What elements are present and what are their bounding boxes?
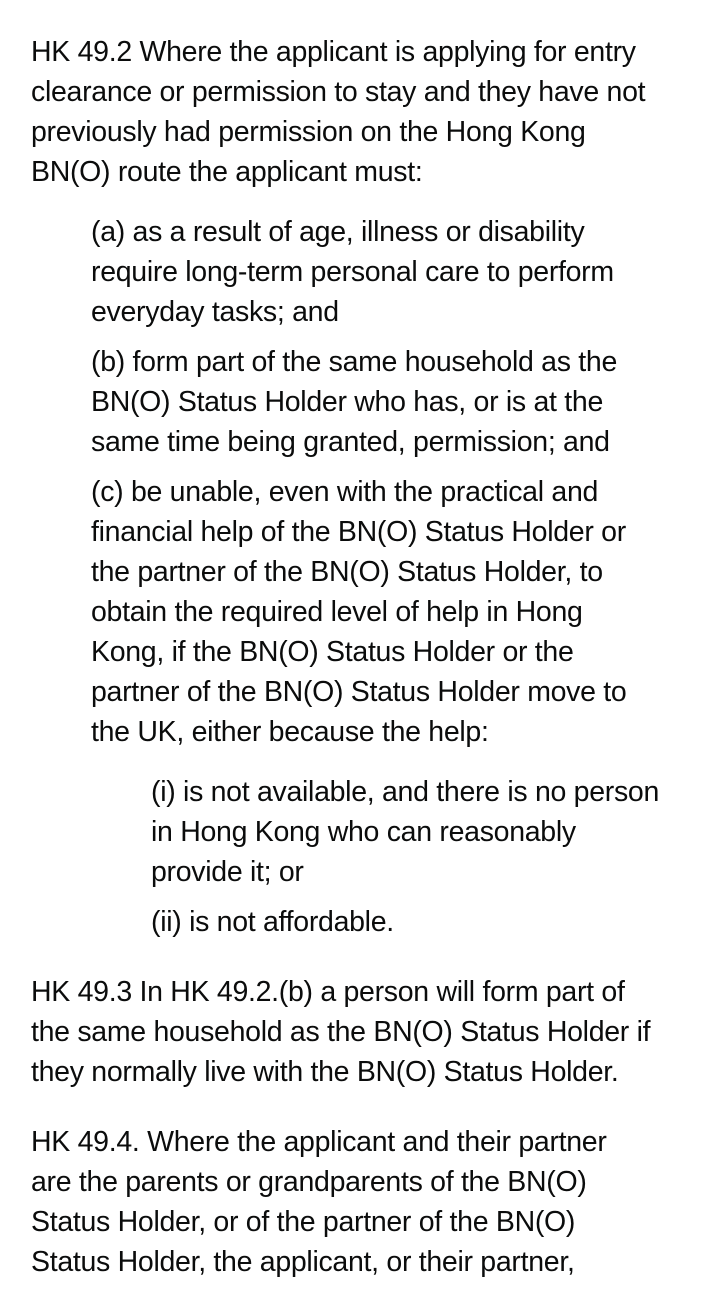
text-line: same time being granted, permission; and xyxy=(91,426,610,458)
text-line: (b) form part of the same household as the xyxy=(91,346,618,378)
text-line: Status Holder, the applicant, or their partner, xyxy=(31,1246,575,1278)
text-line: (ii) is not affordable. xyxy=(151,906,394,938)
document-body xyxy=(0,32,723,1282)
text-line: (i) is not available, and there is no person xyxy=(151,776,660,808)
text-line: partner of the BN(O) Status Holder move to xyxy=(91,676,627,708)
text-line: Kong, if the BN(O) Status Holder or the xyxy=(91,636,574,668)
text-line: in Hong Kong who can reasonably xyxy=(151,816,576,848)
text-line: require long-term personal care to perform xyxy=(91,256,614,288)
text-line: everyday tasks; and xyxy=(91,296,339,328)
text-line: the partner of the BN(O) Status Holder, to xyxy=(91,556,603,588)
text-line: BN(O) Status Holder who has, or is at the xyxy=(91,386,604,418)
text-line: HK 49.2 Where the applicant is applying for entry xyxy=(31,36,636,68)
text-line: clearance or permission to stay and they have not xyxy=(31,76,646,108)
text-line: HK 49.3 In HK 49.2.(b) a person will form part of xyxy=(31,976,625,1008)
text-line: the UK, either because the help: xyxy=(91,716,489,748)
text-line: HK 49.4. Where the applicant and their partner xyxy=(31,1126,607,1158)
list-item-a xyxy=(0,212,723,332)
paragraph-hk-49-2 xyxy=(0,32,723,192)
text-line: financial help of the BN(O) Status Holder or xyxy=(91,516,626,548)
text-line: are the parents or grandparents of the BN(O) xyxy=(31,1166,587,1198)
text-line: (a) as a result of age, illness or disability xyxy=(91,216,585,248)
paragraph-hk-49-3 xyxy=(0,972,723,1092)
list-item-c xyxy=(0,472,723,752)
text-line: they normally live with the BN(O) Status Holder. xyxy=(31,1056,619,1088)
text-line: (c) be unable, even with the practical and xyxy=(91,476,599,508)
sub-list-item-ii xyxy=(0,902,723,942)
text-line: previously had permission on the Hong Kong xyxy=(31,116,586,148)
paragraph-hk-49-4 xyxy=(0,1122,723,1282)
text-line: the same household as the BN(O) Status Holder if xyxy=(31,1016,651,1048)
sub-list-item-i xyxy=(0,772,723,892)
text-line: BN(O) route the applicant must: xyxy=(31,156,423,188)
list-item-b xyxy=(0,342,723,462)
text-line: obtain the required level of help in Hong xyxy=(91,596,583,628)
text-line: provide it; or xyxy=(151,856,304,888)
text-line: Status Holder, or of the partner of the BN(O) xyxy=(31,1206,576,1238)
